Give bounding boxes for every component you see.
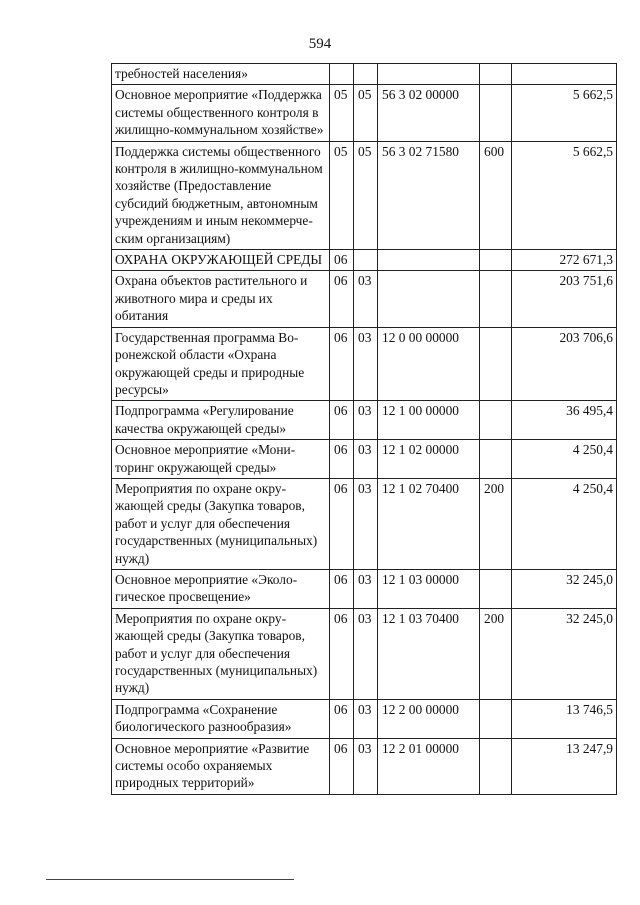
expense-type-code (480, 699, 512, 738)
target-article-code: 12 2 00 00000 (378, 699, 480, 738)
target-article-code: 12 1 03 70400 (378, 608, 480, 699)
table-row (112, 64, 617, 85)
section-code (330, 64, 354, 85)
section-code: 06 (330, 699, 354, 738)
expense-type-code: 200 (480, 608, 512, 699)
item-name: Подпрограмма «Регулирование качества окружающей среды» (112, 401, 330, 440)
item-name: Охрана объектов растительного и животного мира и среды их обитания (112, 271, 330, 327)
item-name: Государственная программа Воронежской области «Охрана окружающей среды и природные ресурсы» (112, 327, 330, 401)
table-row (112, 440, 617, 479)
footnote-divider (46, 879, 294, 880)
budget-table (111, 63, 617, 795)
section-code: 06 (330, 440, 354, 479)
table-row (112, 85, 617, 141)
amount: 203 706,6 (512, 327, 617, 401)
table-row (112, 608, 617, 699)
table-row (112, 141, 617, 249)
section-code: 06 (330, 250, 354, 271)
expense-type-code (480, 327, 512, 401)
target-article-code: 56 3 02 71580 (378, 141, 480, 249)
expense-type-code (480, 440, 512, 479)
expense-type-code (480, 64, 512, 85)
expense-type-code (480, 569, 512, 608)
section-code: 06 (330, 271, 354, 327)
item-name: Мероприятия по охране окружающей среды (Закупка товаров, работ и услуг для обеспечения государственных (муниципальных) нужд) (112, 478, 330, 569)
amount: 5 662,5 (512, 141, 617, 249)
target-article-code: 12 2 01 00000 (378, 738, 480, 794)
subsection-code (354, 64, 378, 85)
subsection-code: 05 (354, 141, 378, 249)
expense-type-code (480, 85, 512, 141)
section-code: 06 (330, 569, 354, 608)
section-code: 06 (330, 608, 354, 699)
amount: 32 245,0 (512, 569, 617, 608)
item-name: Основное мероприятие «Мониторинг окружающей среды» (112, 440, 330, 479)
amount: 13 247,9 (512, 738, 617, 794)
subsection-code (354, 250, 378, 271)
subsection-code: 03 (354, 569, 378, 608)
subsection-code: 03 (354, 271, 378, 327)
target-article-code: 12 1 02 70400 (378, 478, 480, 569)
section-code: 06 (330, 478, 354, 569)
subsection-code: 03 (354, 478, 378, 569)
item-name: Подпрограмма «Сохранение биологического разнообразия» (112, 699, 330, 738)
target-article-code: 56 3 02 00000 (378, 85, 480, 141)
subsection-code: 03 (354, 738, 378, 794)
expense-type-code: 200 (480, 478, 512, 569)
item-name: Основное мероприятие «Поддержка системы общественного контроля в жилищно-коммунальном хозяйстве» (112, 85, 330, 141)
item-name: Мероприятия по охране окружающей среды (Закупка товаров, работ и услуг для обеспечения государственных (муниципальных) нужд) (112, 608, 330, 699)
table-row (112, 271, 617, 327)
target-article-code: 12 0 00 00000 (378, 327, 480, 401)
subsection-code: 03 (354, 327, 378, 401)
target-article-code: 12 1 03 00000 (378, 569, 480, 608)
section-code: 06 (330, 401, 354, 440)
amount (512, 64, 617, 85)
target-article-code (378, 250, 480, 271)
amount: 5 662,5 (512, 85, 617, 141)
item-name: Поддержка системы общественного контроля в жилищно-коммунальном хозяйстве (Предоставление субсидий бюджетным, автономным учреждениям и иным некоммерческим организациям) (112, 141, 330, 249)
amount: 36 495,4 (512, 401, 617, 440)
section-code: 05 (330, 141, 354, 249)
page-number: 594 (308, 36, 332, 52)
subsection-code: 03 (354, 699, 378, 738)
section-code: 06 (330, 327, 354, 401)
amount: 13 746,5 (512, 699, 617, 738)
amount: 4 250,4 (512, 440, 617, 479)
target-article-code (378, 64, 480, 85)
amount: 272 671,3 (512, 250, 617, 271)
expense-type-code: 600 (480, 141, 512, 249)
table-row (112, 569, 617, 608)
table-row (112, 250, 617, 271)
amount: 203 751,6 (512, 271, 617, 327)
expense-type-code (480, 271, 512, 327)
table-row (112, 478, 617, 569)
item-name: Основное мероприятие «Развитие системы особо охраняемых природных территорий» (112, 738, 330, 794)
subsection-code: 03 (354, 440, 378, 479)
amount: 32 245,0 (512, 608, 617, 699)
table-body (112, 64, 617, 795)
expense-type-code (480, 250, 512, 271)
target-article-code: 12 1 00 00000 (378, 401, 480, 440)
item-name: ОХРАНА ОКРУЖАЮЩЕЙ СРЕДЫ (112, 250, 330, 271)
section-code: 05 (330, 85, 354, 141)
item-name: требностей населения» (112, 64, 330, 85)
subsection-code: 03 (354, 401, 378, 440)
table-row (112, 401, 617, 440)
subsection-code: 03 (354, 608, 378, 699)
table-row (112, 699, 617, 738)
amount: 4 250,4 (512, 478, 617, 569)
expense-type-code (480, 401, 512, 440)
target-article-code (378, 271, 480, 327)
expense-type-code (480, 738, 512, 794)
section-code: 06 (330, 738, 354, 794)
subsection-code: 05 (354, 85, 378, 141)
target-article-code: 12 1 02 00000 (378, 440, 480, 479)
table-row (112, 738, 617, 794)
table-row (112, 327, 617, 401)
item-name: Основное мероприятие «Экологическое просвещение» (112, 569, 330, 608)
